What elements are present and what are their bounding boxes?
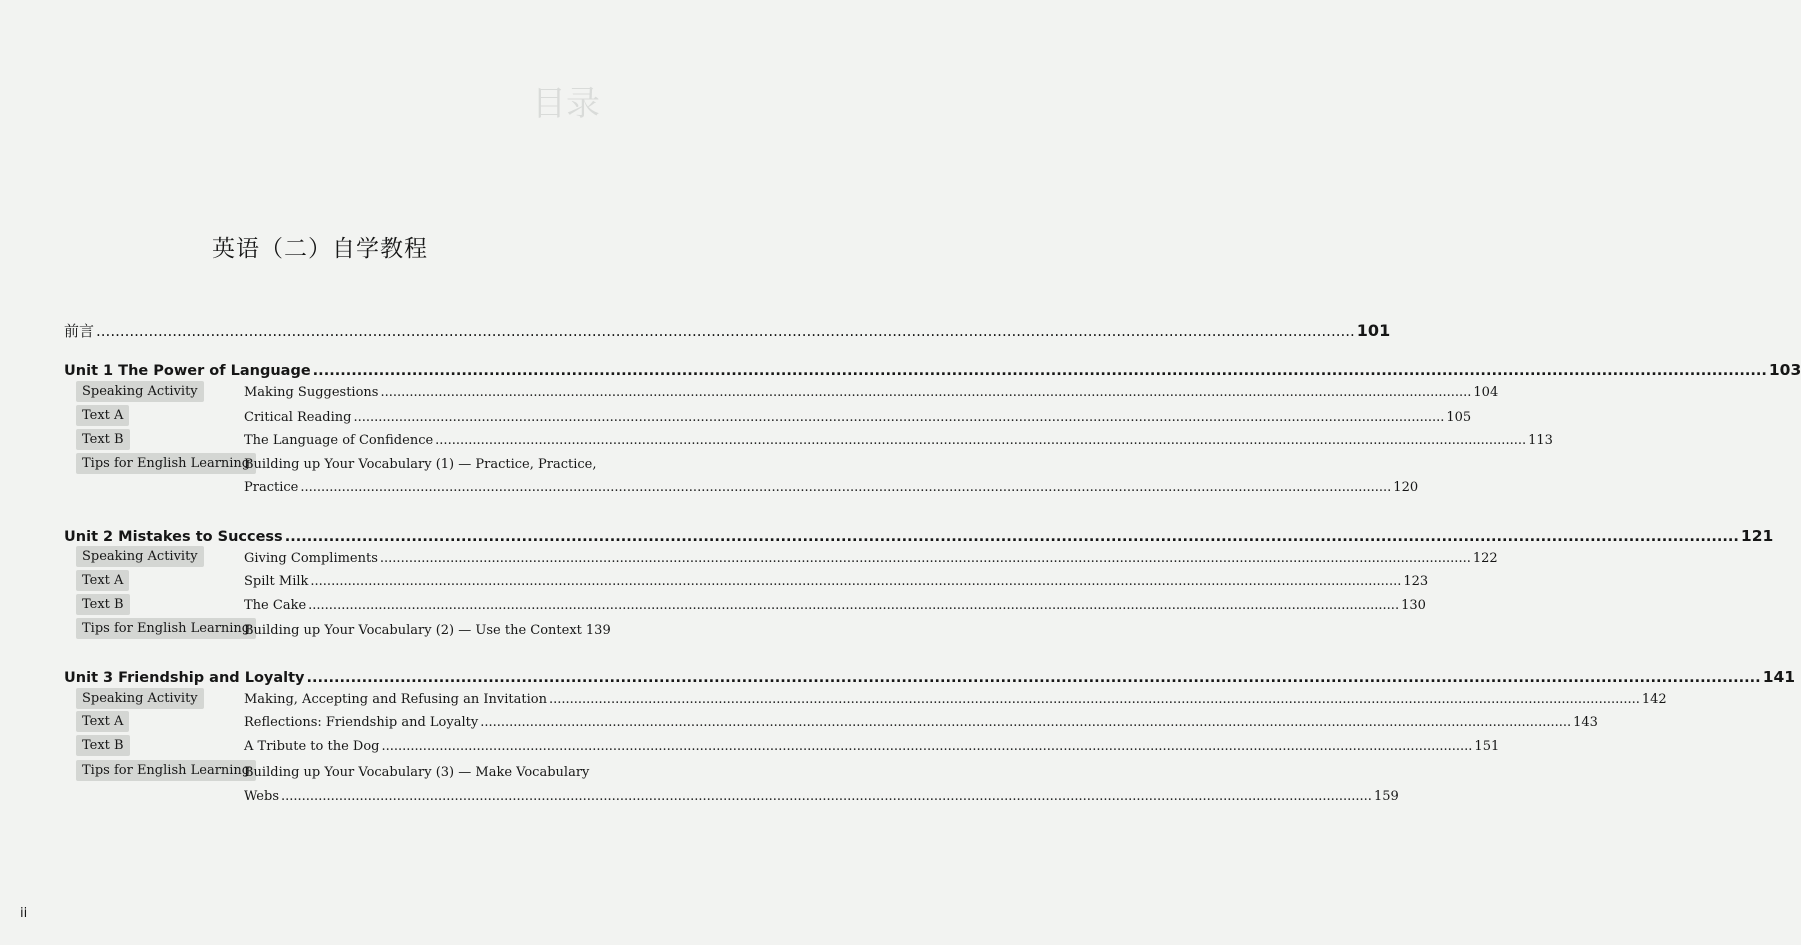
section-tag: Text B [76, 594, 130, 615]
section-tag: Text A [76, 711, 129, 732]
entry-title-continued: Practice [244, 480, 299, 495]
entry-title: Critical Reading [244, 410, 352, 425]
section-tag: Text A [76, 405, 129, 426]
dot-leader [308, 598, 1399, 613]
unit-page: 121 [1740, 527, 1774, 545]
unit-title: Unit 1 The Power of Language [64, 363, 311, 379]
unit-page: 141 [1762, 668, 1796, 686]
preface-label: 前言 [64, 322, 95, 340]
dot-leader [285, 529, 1739, 545]
unit-title: Unit 2 Mistakes to Success [64, 529, 283, 545]
toc-entry [244, 789, 1399, 804]
toc-entry [244, 385, 1499, 400]
entry-title: Building up Your Vocabulary (1) — Practice, Practice, [244, 457, 597, 472]
dot-leader [380, 551, 1471, 566]
toc-entry [244, 623, 611, 638]
page-number: ii [20, 906, 28, 921]
entry-title: Making, Accepting and Refusing an Invitation [244, 692, 547, 707]
section-tag: Speaking Activity [76, 546, 204, 567]
entry-title: A Tribute to the Dog [244, 739, 380, 754]
entry-title-continued: Webs [244, 789, 279, 804]
entry-title: Reflections: Friendship and Loyalty [244, 715, 479, 730]
entry-page: 159 [1373, 789, 1399, 804]
entry-title: Making Suggestions [244, 385, 379, 400]
entry-title: Building up Your Vocabulary (2) — Use the Context [244, 623, 582, 638]
entry-page: 151 [1474, 739, 1500, 754]
entry-page: 123 [1403, 574, 1429, 589]
section-tag: Text B [76, 429, 130, 450]
unit-heading-1 [64, 361, 1801, 379]
unit-page: 103 [1768, 361, 1801, 379]
toc-entry [244, 715, 1598, 730]
entry-title: Spilt Milk [244, 574, 309, 589]
dot-leader [313, 363, 1767, 379]
entry-page: 143 [1573, 715, 1598, 730]
entry-title: Giving Compliments [244, 551, 378, 566]
dot-leader [480, 715, 1571, 730]
dot-leader [310, 574, 1401, 589]
unit-title: Unit 3 Friendship and Loyalty [64, 670, 305, 686]
dot-leader [380, 385, 1471, 400]
dot-leader [353, 410, 1444, 425]
unit-heading-2 [64, 527, 1774, 545]
dot-leader [435, 433, 1526, 448]
toc-entry [244, 551, 1498, 566]
dot-leader [307, 670, 1761, 686]
section-tag: Tips for English Learning [76, 618, 256, 639]
entry-page: 104 [1473, 385, 1499, 400]
section-tag: Speaking Activity [76, 688, 204, 709]
dot-leader [300, 480, 1391, 495]
dot-leader [549, 692, 1640, 707]
section-tag: Tips for English Learning [76, 453, 256, 474]
toc-preface-row [64, 320, 1391, 341]
entry-title: The Language of Confidence [244, 433, 434, 448]
preface-page: 101 [1356, 321, 1391, 340]
section-tag: Text B [76, 735, 130, 756]
section-tag: Speaking Activity [76, 381, 204, 402]
toc-entry [244, 574, 1429, 589]
unit-heading-3 [64, 668, 1796, 686]
entry-page: 139 [585, 623, 611, 638]
toc-entry [244, 410, 1472, 425]
entry-page: 120 [1393, 480, 1419, 495]
section-tag: Text A [76, 570, 129, 591]
page-title: 英语（二）自学教程 [212, 236, 428, 262]
toc-entry [244, 692, 1667, 707]
toc-entry [244, 739, 1500, 754]
entry-page: 142 [1641, 692, 1667, 707]
entry-title: Building up Your Vocabulary (3) — Make Vocabulary [244, 765, 590, 780]
dot-leader [281, 789, 1372, 804]
entry-page: 105 [1446, 410, 1472, 425]
entry-title: The Cake [244, 598, 307, 613]
dot-leader [381, 739, 1472, 754]
toc-entry [244, 433, 1553, 448]
entry-page: 113 [1528, 433, 1553, 448]
entry-page: 122 [1472, 551, 1498, 566]
toc-entry [244, 598, 1426, 613]
bleed-through-mark: 目录 [532, 84, 600, 124]
toc-entry [244, 480, 1419, 495]
section-tag: Tips for English Learning [76, 760, 256, 781]
dot-leader [96, 322, 1355, 340]
entry-page: 130 [1401, 598, 1426, 613]
